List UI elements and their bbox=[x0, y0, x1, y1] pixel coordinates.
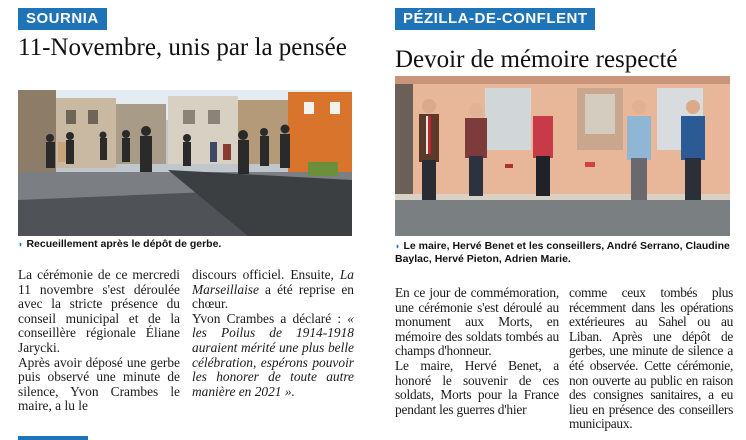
next-section-marker bbox=[18, 436, 88, 440]
caption-marker-icon: ◗ bbox=[18, 239, 24, 249]
paragraph: comme ceux tombés plus récemment dans les opérations extérieures au Sahel ou au Liban. Après une dépôt de gerbes, une minute de silence a été observée. Cette cérémonie, non ouverte au public en raison des consignes sanitaires, a eu lieu en présence des conseillers municipaux. bbox=[569, 286, 733, 432]
paragraph: Après avoir déposé une gerbe puis observé une minute de silence, Yvon Crambes le maire, a lu le bbox=[18, 354, 180, 414]
section-kicker: PÉZILLA-DE-CONFLENT bbox=[395, 8, 595, 30]
paragraph: La cérémonie de ce mercredi 11 novembre s'est déroulée avec la stricte présence du conseil municipal et de la conseillère régionale Éliane Jarycki. bbox=[18, 268, 180, 355]
photo-recueillement bbox=[18, 90, 352, 236]
body-column-1 bbox=[395, 286, 559, 440]
paragraph: Yvon Crambes a déclaré : « les Poilus de 1914-1918 auraient mérité une plus belle célébration, espérons pouvoir les honorer de toute autre manière en 2021 ». bbox=[192, 310, 354, 399]
body-column-1 bbox=[18, 268, 180, 440]
headline: 11-Novembre, unis par la pensée bbox=[18, 34, 347, 61]
body-column-2 bbox=[569, 286, 733, 440]
section-kicker: SOURNIA bbox=[18, 8, 107, 30]
article-pezilla bbox=[382, 0, 746, 440]
paragraph: discours officiel. Ensuite, La Marseillaise a été reprise en chœur. bbox=[192, 268, 354, 312]
paragraph: Le maire, Hervé Benet, a honoré le souvenir de ces soldats, Morts pour la France pendant les guerres d'hier bbox=[395, 357, 559, 417]
photo-caption: ◗ Recueillement après le dépôt de gerbe. bbox=[18, 238, 222, 250]
caption-marker-icon: ◗ bbox=[395, 241, 401, 251]
headline: Devoir de mémoire respecté bbox=[395, 46, 678, 73]
body-column-2 bbox=[192, 268, 354, 440]
photo-conseillers bbox=[395, 76, 730, 236]
paragraph: En ce jour de commémoration, une cérémonie s'est déroulé au monument aux Morts, en mémoire des soldats tombés au champs d'honneur. bbox=[395, 286, 559, 359]
article-sournia bbox=[0, 0, 362, 440]
photo-caption: ◗ Le maire, Hervé Benet et les conseillers, André Serrano, Claudine Baylac, Hervé Pieton, Adrien Marie. bbox=[395, 240, 730, 265]
